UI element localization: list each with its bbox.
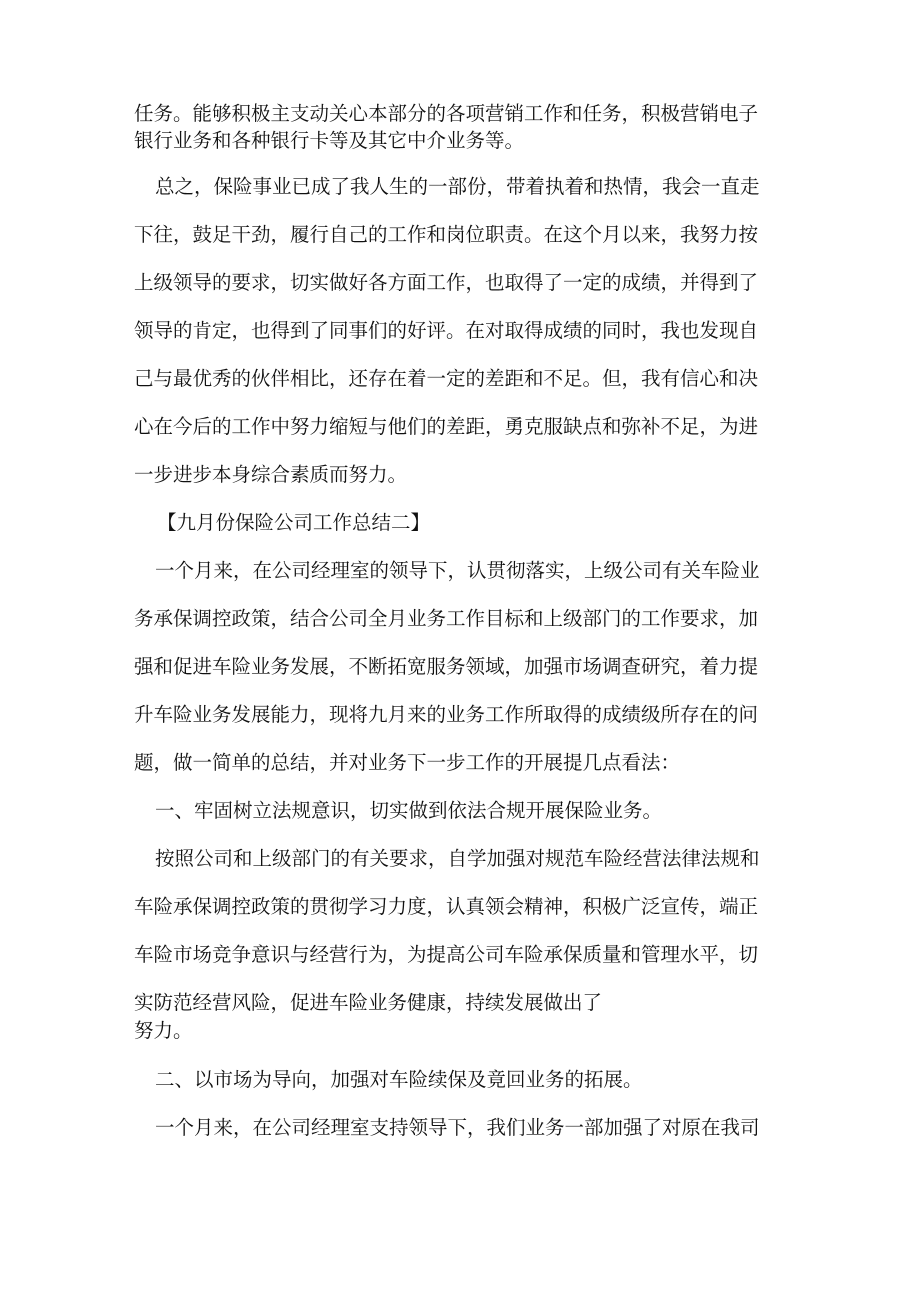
subheading-line: 一、牢固树立法规意识，切实做到依法合规开展保险业务。 (155, 799, 663, 822)
subheading-line: 二、以市场为导向，加强对车险续保及竟回业务的拓展。 (155, 1068, 643, 1091)
paragraph-start-line: 一个月来，在公司经理室支持领导下，我们业务一部加强了对原在我司 (155, 1116, 760, 1139)
text-line: 升车险业务发展能力，现将九月来的业务工作所取得的成绩级所存在的问 (134, 703, 759, 726)
text-line: 强和促进车险业务发展，不断拓宽服务领域，加强市场调查研究，着力提 (134, 655, 759, 678)
text-line: 务承保调控政策，结合公司全月业务工作目标和上级部门的工作要求，加 (134, 607, 759, 630)
text-line: 车险承保调控政策的贯彻学习力度，认真领会精神，积极广泛宣传，端正 (134, 895, 759, 918)
text-line: 己与最优秀的伙伴相比，还存在着一定的差距和不足。但，我有信心和决 (134, 367, 759, 390)
text-line: 上级领导的要求，切实做好各方面工作，也取得了一定的成绩，并得到了 (134, 271, 759, 294)
text-line: 领导的肯定，也得到了同事们的好评。在对取得成绩的同时，我也发现自 (134, 319, 759, 342)
text-line: 任务。能够积极主支动关心本部分的各项营销工作和任务，积极营销电子 (134, 102, 759, 125)
text-line: 题，做一简单的总结，并对业务下一步工作的开展提几点看法： (134, 751, 681, 774)
text-line: 车险市场竞争意识与经营行为，为提高公司车险承保质量和管理水平，切 (134, 943, 759, 966)
section-heading: 【九月份保险公司工作总结二】 (157, 511, 431, 534)
paragraph-start-line: 总之，保险事业已成了我人生的一部份，带着执着和热情，我会一直走 (155, 175, 760, 198)
text-line: 努力。 (134, 1019, 193, 1042)
text-line: 下往，鼓足干劲，履行自己的工作和岗位职责。在这个月以来，我努力按 (134, 223, 759, 246)
text-line: 银行业务和各种银行卡等及其它中介业务等。 (134, 129, 525, 152)
text-line: 一步进步本身综合素质而努力。 (134, 463, 408, 486)
paragraph-start-line: 一个月来，在公司经理室的领导下，认贯彻落实，上级公司有关车险业 (155, 559, 760, 582)
text-line: 实防范经营风险，促进车险业务健康，持续发展做出了 (134, 991, 603, 1014)
paragraph-start-line: 按照公司和上级部门的有关要求，自学加强对规范车险经营法律法规和 (155, 847, 760, 870)
text-line: 心在今后的工作中努力缩短与他们的差距，勇克服缺点和弥补不足，为进 (134, 415, 759, 438)
